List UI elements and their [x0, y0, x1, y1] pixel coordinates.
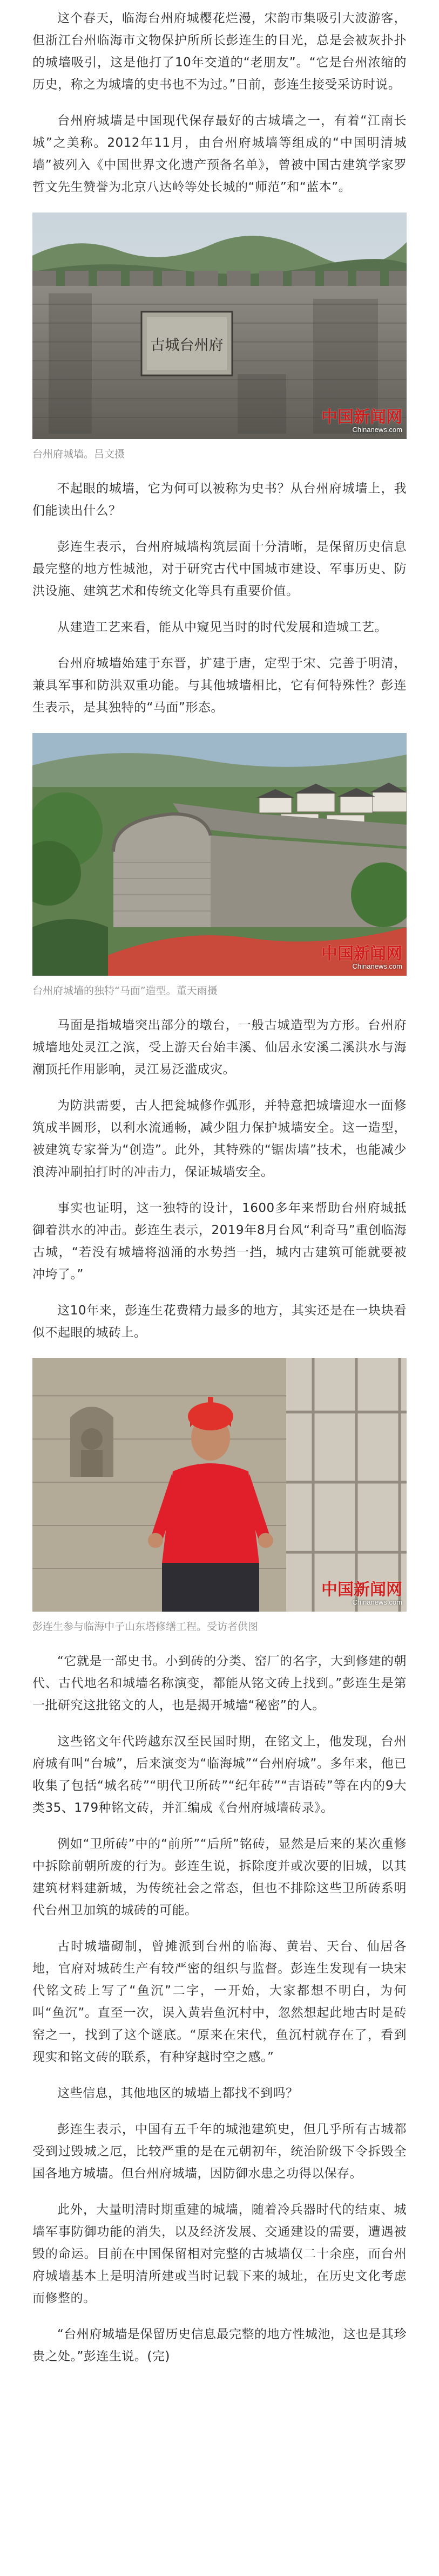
watermark-url: Chinanews.com — [352, 425, 402, 434]
watermark-url: Chinanews.com — [352, 1598, 402, 1606]
article-paragraph: 台州府城墙是中国现代保存最好的古城墙之一，有着“江南长城”之美称。2012年11月，由台州府城墙等组成的“中国明清城墙”被列入《中国世界文化遗产预备名单》，曾被中国古建筑学家罗哲文先生赞誉为北京八达岭等处长城的“师范”和“蓝本”。 — [32, 114, 407, 194]
article-paragraph: 为防洪需要，古人把瓮城修作弧形，并特意把城墙迎水一面修筑成半圆形，以利水流通畅，减少阻力保护城墙安全。这一造型，被建筑专家誉为“创造”。此外，其特殊的“锯齿墙”技术，也能减少浪涛冲刷拍打时的冲击力，保证城墙安全。 — [32, 1099, 407, 1179]
article-paragraph: 台州府城墙始建于东晋，扩建于唐，定型于宋、完善于明清，兼具军事和防洪双重功能。与其他城墙相比，它有何特殊性？彭连生表示，是其独特的“马面”形态。 — [32, 656, 407, 715]
article-paragraph: 从建造工艺来看，能从中窥见当时的时代发展和造城工艺。 — [57, 620, 387, 634]
article-paragraph: 此外，大量明清时期重建的城墙，随着冷兵器时代的结束、城墙军事防御功能的消失，以及经济发展、交通建设的需要，遭遇被毁的命运。目前在中国保留相对完整的古城墙仅二十余座，而台州府城墙基本上是明清所建或当时记载下来的城址，在历史文化考虑而修整的。 — [32, 2203, 407, 2305]
article-paragraph: 这些信息，其他地区的城墙上都找不到吗？ — [57, 2086, 299, 2100]
article-paragraph: 例如“卫所砖”中的“前所”“后所”铭砖，显然是后来的某次重修中拆除前朝所废的行为。彭连生说，拆除度并或次要的旧城，以其建筑材料建新城，为传统社会之常态，但也不排除这些卫所砖系明代台州卫加筑的城砖的可能。 — [32, 1837, 407, 1917]
figure-city-wall — [32, 213, 407, 462]
figure-caption: 台州府城墙。吕文摄 — [32, 448, 125, 460]
watermark — [321, 1581, 402, 1606]
mamian-illustration — [32, 733, 407, 976]
article-paragraph: 这个春天，临海台州府城樱花烂漫，宋韵市集吸引大波游客，但浙江台州临海市文物保护所所长彭连生的目光，总是会被灰扑扑的城墙吸引，这是他打了10年交道的“老朋友”。“它是台州浓缩的历史，称之为城墙的史书也不为过。”日前，彭连生接受采访时说。 — [32, 11, 407, 92]
photo-pagoda-repair — [32, 1358, 407, 1612]
article-paragraph: “它就是一部史书。小到砖的分类、窑厂的名字，大到修建的朝代、古代地名和城墙名称演变，都能从铭文砖上找到。”彭连生是第一批研究这批铭文的人，也是揭开城墙“秘密”的人。 — [32, 1654, 407, 1712]
article-paragraph: 彭连生表示，中国有五千年的城池建筑史，但几乎所有古城都受到过毁城之厄，比较严重的是在元朝初年，统治阶级下令拆毁全国各地方城墙。但台州府城墙，因防御水患之功得以保存。 — [32, 2122, 407, 2181]
plaque-text: 古城台州府 — [150, 337, 224, 354]
article-paragraph: 这10年来，彭连生花费精力最多的地方，其实还是在一块块看似不起眼的城砖上。 — [32, 1304, 407, 1340]
article-paragraph: 这些铭文年代跨越东汉至民国时期，在铭文上，他发现，台州府城有叫“台城”，后来演变为“临海城”“台州府城”。多年来，他已收集了包括“城名砖”“明代卫所砖”“纪年砖”“吉语砖”等在内的9大类35、179种铭文砖，并汇编成《台州府城墙砖录》。 — [32, 1735, 407, 1815]
photo-mamian — [32, 733, 407, 976]
pagoda-repair-illustration — [32, 1358, 407, 1612]
article-paragraph: “台州府城墙是保留历史信息最完整的地方性城池，这也是其珍贵之处。”彭连生说。(完) — [32, 2327, 407, 2363]
figure-mamian — [32, 733, 407, 998]
article-paragraph: 事实也证明，这一独特的设计，1600多年来帮助台州府城抵御着洪水的冲击。彭连生表示，2019年8月台风“利奇马”重创临海古城，“若没有城墙将汹涌的水势挡一挡，城内古建筑可能就要被冲垮了。” — [32, 1201, 407, 1282]
watermark-logo: 中国新闻网 — [321, 1580, 402, 1599]
figure-caption: 彭连生参与临海中子山东塔修缮工程。受访者供图 — [32, 1621, 259, 1633]
city-wall-illustration — [32, 213, 407, 439]
watermark — [321, 945, 402, 970]
article-paragraph: 彭连生表示，台州府城墙构筑层面十分清晰，是保留历史信息最完整的地方性城池，对于研究古代中国城市建设、军事历史、防洪设施、建筑艺术和传统文化等具有重要价值。 — [32, 540, 407, 598]
article-paragraph: 古时城墙砌制，曾摊派到台州的临海、黄岩、天台、仙居各地，官府对城砖生产有较严密的组织与监督。彭连生发现有一块宋代铭文砖上写了“鱼沉”二字，一开始，大家都想不明白，为何叫“鱼沉”。直至一次，误入黄岩鱼沉村中，忽然想起此地古时是砖窑之一，找到了这个谜底。“原来在宋代，鱼沉村就存在了，看到现实和铭文砖的联系，有种穿越时空之感。” — [32, 1940, 407, 2064]
photo-city-wall — [32, 213, 407, 439]
figure-caption: 台州府城墙的独特“马面”造型。董天雨摄 — [32, 985, 218, 997]
watermark-url: Chinanews.com — [352, 962, 402, 970]
article-paragraph: 马面是指城墙突出部分的墩台，一般古城造型为方形。台州府城墙地处灵江之滨，受上游天台始丰溪、仙居永安溪二溪洪水与海潮顶托作用影响，灵江易泛滥成灾。 — [32, 1018, 407, 1077]
watermark-logo: 中国新闻网 — [321, 944, 402, 963]
article-paragraph: 不起眼的城墙，它为何可以被称为史书？从台州府城墙上，我们能读出什么？ — [32, 482, 407, 518]
watermark — [321, 408, 402, 434]
watermark-logo: 中国新闻网 — [321, 407, 402, 427]
figure-pagoda-repair — [32, 1358, 407, 1634]
